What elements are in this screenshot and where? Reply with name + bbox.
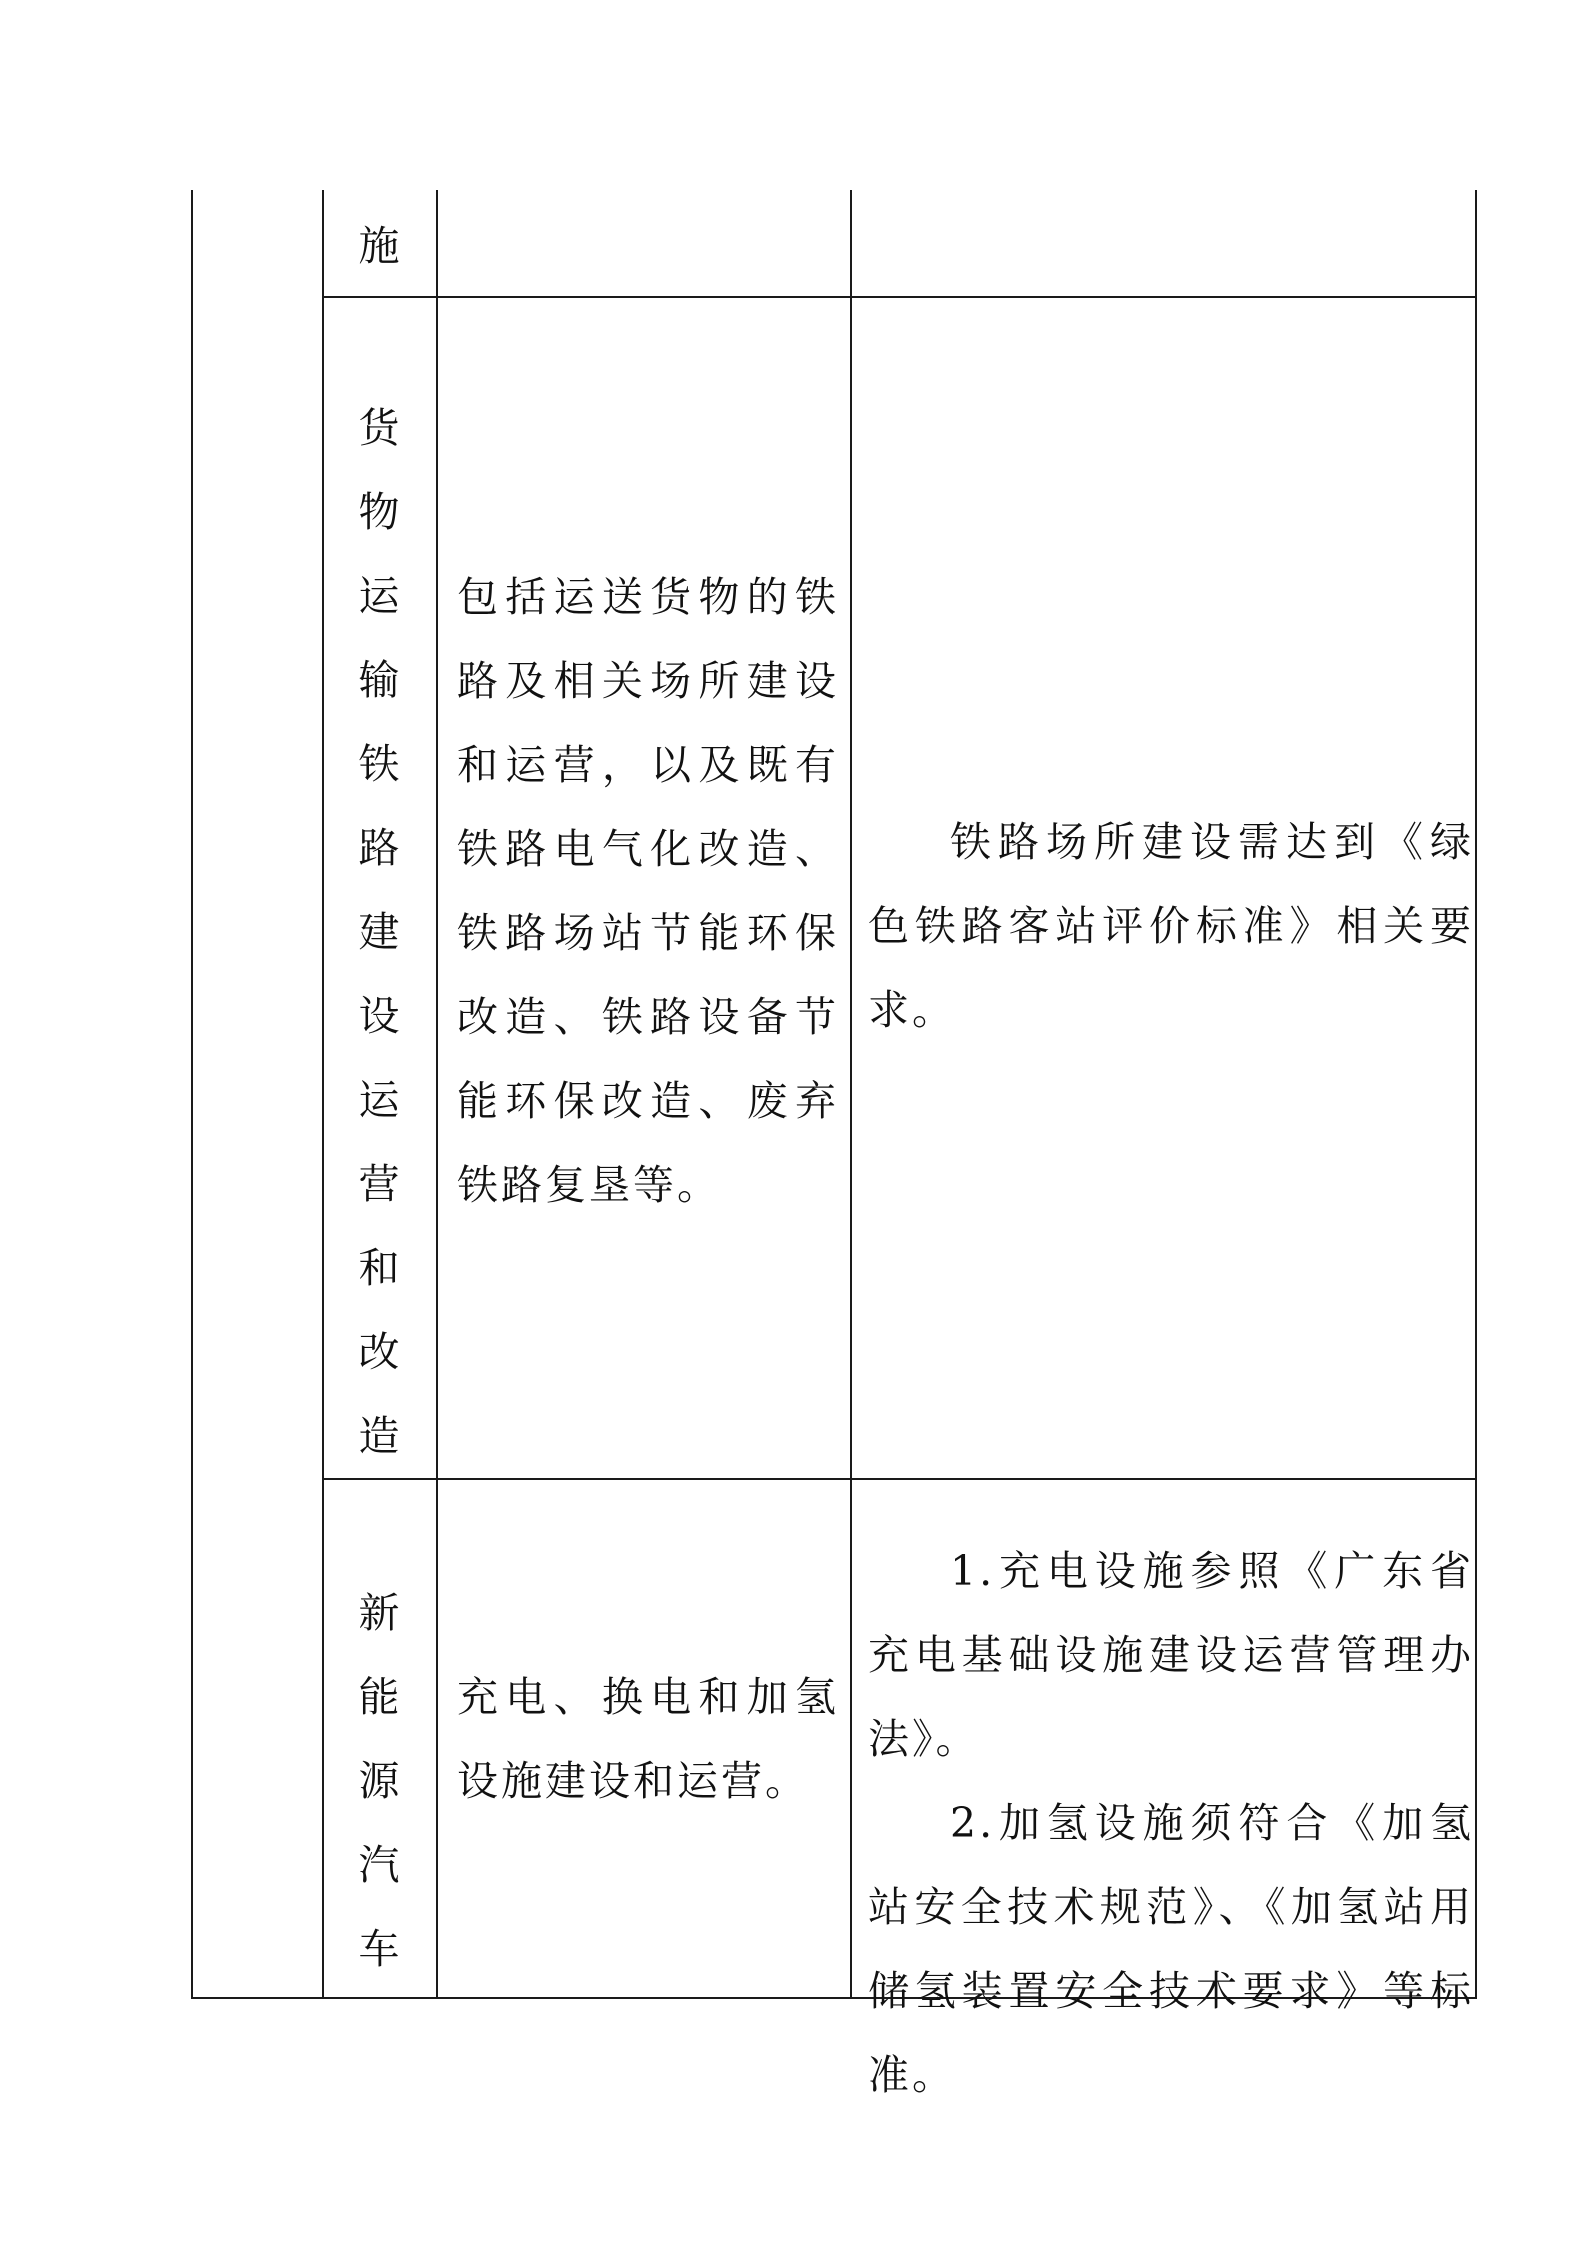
- category-char: 货: [358, 404, 400, 452]
- category-char: 和: [358, 1244, 400, 1292]
- category-char: 能: [358, 1673, 400, 1721]
- category-char: 施: [358, 222, 400, 270]
- category-char: 设: [358, 992, 400, 1040]
- category-char: 新: [358, 1589, 400, 1637]
- requirements-cell-new-energy-vehicles: [868, 1529, 1474, 2117]
- requirement-item: 1.充电设施参照《广东省充电基础设施建设运营管理办法》。: [868, 1547, 1474, 1763]
- requirement-item: 铁路场所建设需达到《绿色铁路客站评价标准》相关要求。: [868, 818, 1474, 1034]
- requirements-cell-freight-railway: [868, 800, 1474, 1052]
- category-cell-freight-railway: [323, 386, 435, 1478]
- category-char: 铁: [358, 740, 400, 788]
- category-char: 营: [358, 1160, 400, 1208]
- category-char: 造: [358, 1412, 400, 1460]
- category-char: 建: [358, 908, 400, 956]
- category-char: 物: [358, 488, 400, 536]
- category-char: 源: [358, 1757, 400, 1805]
- category-char: 路: [358, 824, 400, 872]
- description-cell-new-energy-vehicles: 充电、换电和加氢设施建设和运营。: [457, 1673, 839, 1805]
- table-border-right: [1475, 190, 1477, 1998]
- category-char: 运: [358, 1076, 400, 1124]
- category-char: 输: [358, 656, 400, 704]
- column-divider-3: [850, 190, 852, 1998]
- category-char: 车: [358, 1925, 400, 1973]
- table-border-left: [191, 190, 193, 1998]
- category-char: 运: [358, 572, 400, 620]
- category-char: 汽: [358, 1841, 400, 1889]
- description-cell-freight-railway: 包括运送货物的铁路及相关场所建设和运营，以及既有铁路电气化改造、铁路场站节能环保改造、铁路设备节能环保改造、废弃铁路复垦等。: [457, 573, 839, 1209]
- category-cell-new-energy-vehicles: [323, 1571, 435, 1991]
- row-divider-2: [323, 1478, 1477, 1480]
- column-divider-2: [436, 190, 438, 1998]
- row-divider-1: [323, 296, 1477, 298]
- requirement-item: 2.加氢设施须符合《加氢站安全技术规范》、《加氢站用储氢装置安全技术要求》等标准。: [868, 1799, 1474, 2099]
- category-cell-row0: [323, 204, 435, 288]
- category-char: 改: [358, 1328, 400, 1376]
